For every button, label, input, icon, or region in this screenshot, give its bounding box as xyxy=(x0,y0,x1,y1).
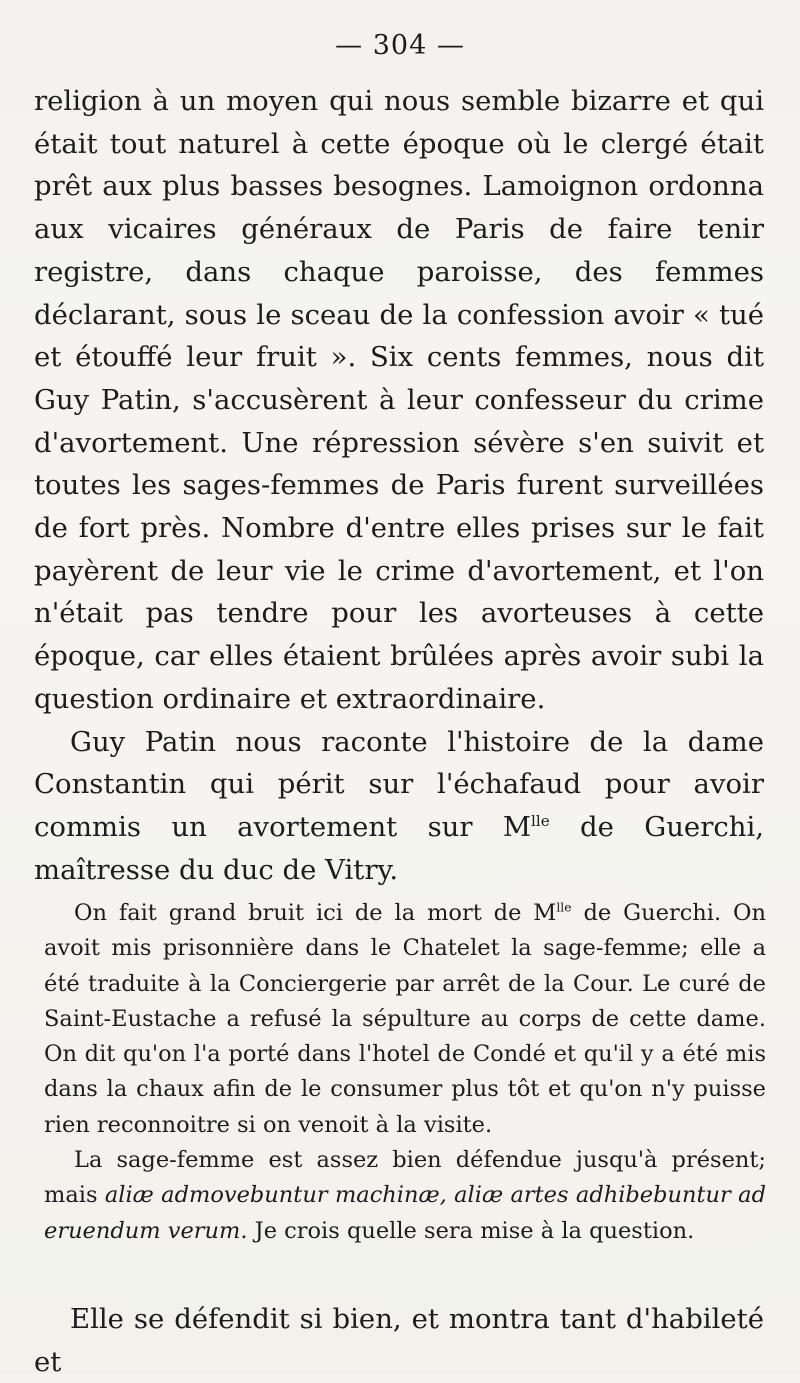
main-text xyxy=(34,80,764,891)
paragraph-2 xyxy=(34,721,764,892)
quote-paragraph-1 xyxy=(44,896,766,1143)
closing-line: Elle se défendit si bien, et montra tant d'habileté et xyxy=(34,1303,764,1378)
quote-paragraph-1-after: de Guerchi. On avoit mis prisonnière dans le Chatelet la sage-femme; elle a été traduite à la Conciergerie par arrêt de la Cour. Le curé de Saint-Eustache a refusé la sépulture au corps de cette dame. On dit qu'on l'a porté dans l'hotel de Condé et qu'il y a été mis dans la chaux afin de le consumer plus tôt et qu'on n'y puisse rien reconnoitre si on venoit à la visite. xyxy=(44,900,766,1138)
paragraph-1: religion à un moyen qui nous semble bizarre et qui était tout naturel à cette époque où le clergé était prêt aux plus basses besognes. Lamoignon ordonna aux vicaires généraux de Paris de faire tenir registre, dans chaque paroisse, des femmes déclarant, sous le sceau de la confession avoir « tué et étouffé leur fruit ». Six cents femmes, nous dit Guy Patin, s'accusèrent à leur confesseur du crime d'avortement. Une répression sévère s'en suivit et toutes les sages-femmes de Paris furent surveillées de fort près. Nombre d'entre elles prises sur le fait payèrent de leur vie le crime d'avortement, et l'on n'était pas tendre pour les avorteuses à cette époque, car elles étaient brûlées après avoir subi la question ordinaire et extraordinaire. xyxy=(34,85,764,715)
paragraph-2-superscript: lle xyxy=(531,811,550,830)
quote-paragraph-2-after: Je crois quelle sera mise à la question. xyxy=(247,1217,695,1244)
closing-text xyxy=(34,1298,764,1383)
paragraph-2-text-before: Guy Patin nous raconte l'histoire de la dame Constantin qui périt sur l'échafaud pour avoir commis un avortement sur M xyxy=(34,725,764,843)
quote-paragraph-1-superscript: lle xyxy=(556,900,572,915)
block-quote xyxy=(44,896,766,1249)
paragraph-2-text-after: de Guerchi, maîtresse du duc de Vitry. xyxy=(34,810,764,886)
quote-paragraph-2 xyxy=(44,1143,766,1249)
quote-latin-phrase: aliæ admovebuntur machinæ, aliæ artes adhibebuntur ad eruendum verum. xyxy=(44,1182,766,1244)
quote-paragraph-1-before: On fait grand bruit ici de la mort de M xyxy=(74,900,557,926)
quote-paragraph-2-before: La sage-femme est assez bien défendue jusqu'à présent; mais xyxy=(44,1147,766,1209)
page-number: — 304 — xyxy=(335,30,465,61)
